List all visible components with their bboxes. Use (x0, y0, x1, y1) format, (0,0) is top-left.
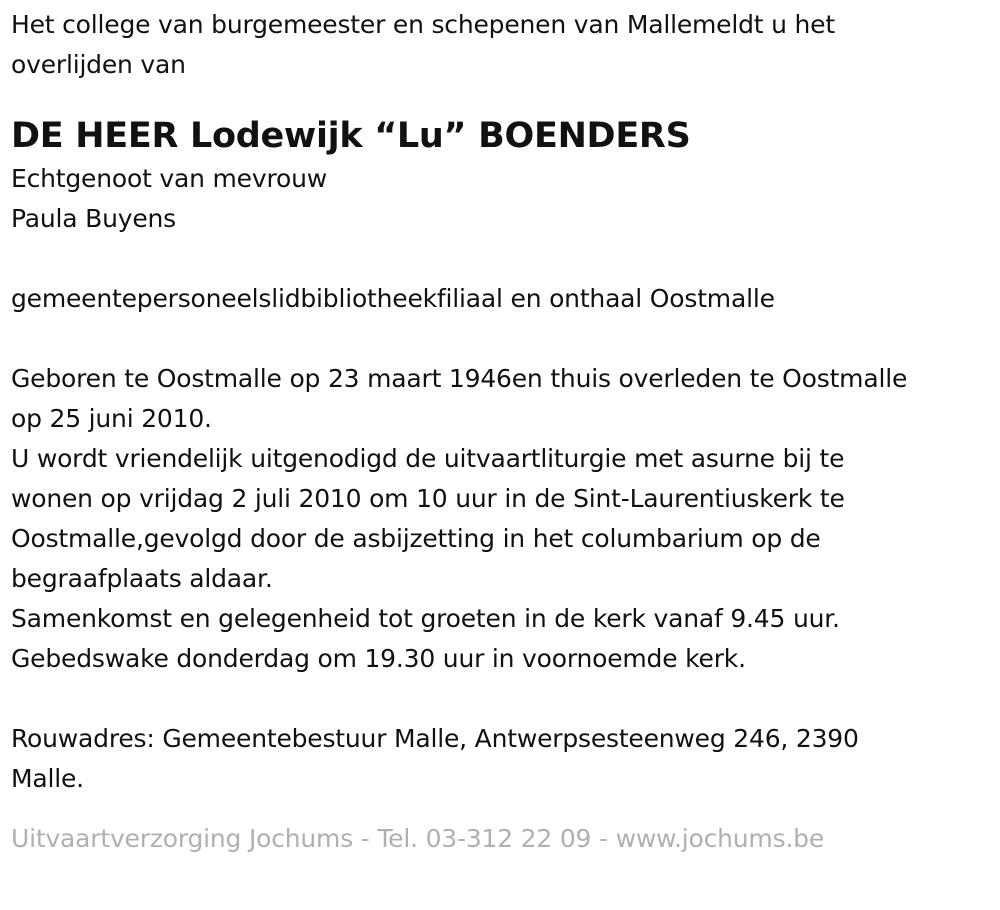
spouse-line-1: Echtgenoot van mevrouw (11, 164, 327, 193)
funeral-home-footer: Uitvaartverzorging Jochums - Tel. 03-312 22 09 - www.jochums.be (11, 824, 825, 853)
death-notice (11, 5, 991, 859)
address-line-2: Malle. (11, 764, 84, 793)
detail-line: begraafplaats aldaar. (11, 564, 273, 593)
detail-line: U wordt vriendelijk uitgenodigd de uitvaartliturgie met asurne bij te (11, 444, 845, 473)
detail-line: op 25 juni 2010. (11, 404, 212, 433)
detail-line: Oostmalle,gevolgd door de asbijzetting in het columbarium op de (11, 524, 821, 553)
detail-line: Gebedswake donderdag om 19.30 uur in voornoemde kerk. (11, 644, 746, 673)
spacer (11, 679, 991, 719)
detail-line: Geboren te Oostmalle op 23 maart 1946en thuis overleden te Oostmalle (11, 364, 908, 393)
role-line: gemeentepersoneelslidbibliotheekfiliaal en onthaal Oostmalle (11, 284, 775, 313)
address-line-1: Rouwadres: Gemeentebestuur Malle, Antwerpsesteenweg 246, 2390 (11, 724, 859, 753)
intro-line-2: overlijden van (11, 50, 186, 79)
spouse-line-2: Paula Buyens (11, 204, 176, 233)
spacer (11, 239, 991, 279)
spacer (11, 319, 991, 359)
deceased-name: DE HEER Lodewijk “Lu” BOENDERS (11, 116, 691, 156)
detail-line: wonen op vrijdag 2 juli 2010 om 10 uur in de Sint-Laurentiuskerk te (11, 484, 845, 513)
detail-line: Samenkomst en gelegenheid tot groeten in de kerk vanaf 9.45 uur. (11, 604, 840, 633)
intro-line-1: Het college van burgemeester en schepenen van Mallemeldt u het (11, 10, 835, 39)
